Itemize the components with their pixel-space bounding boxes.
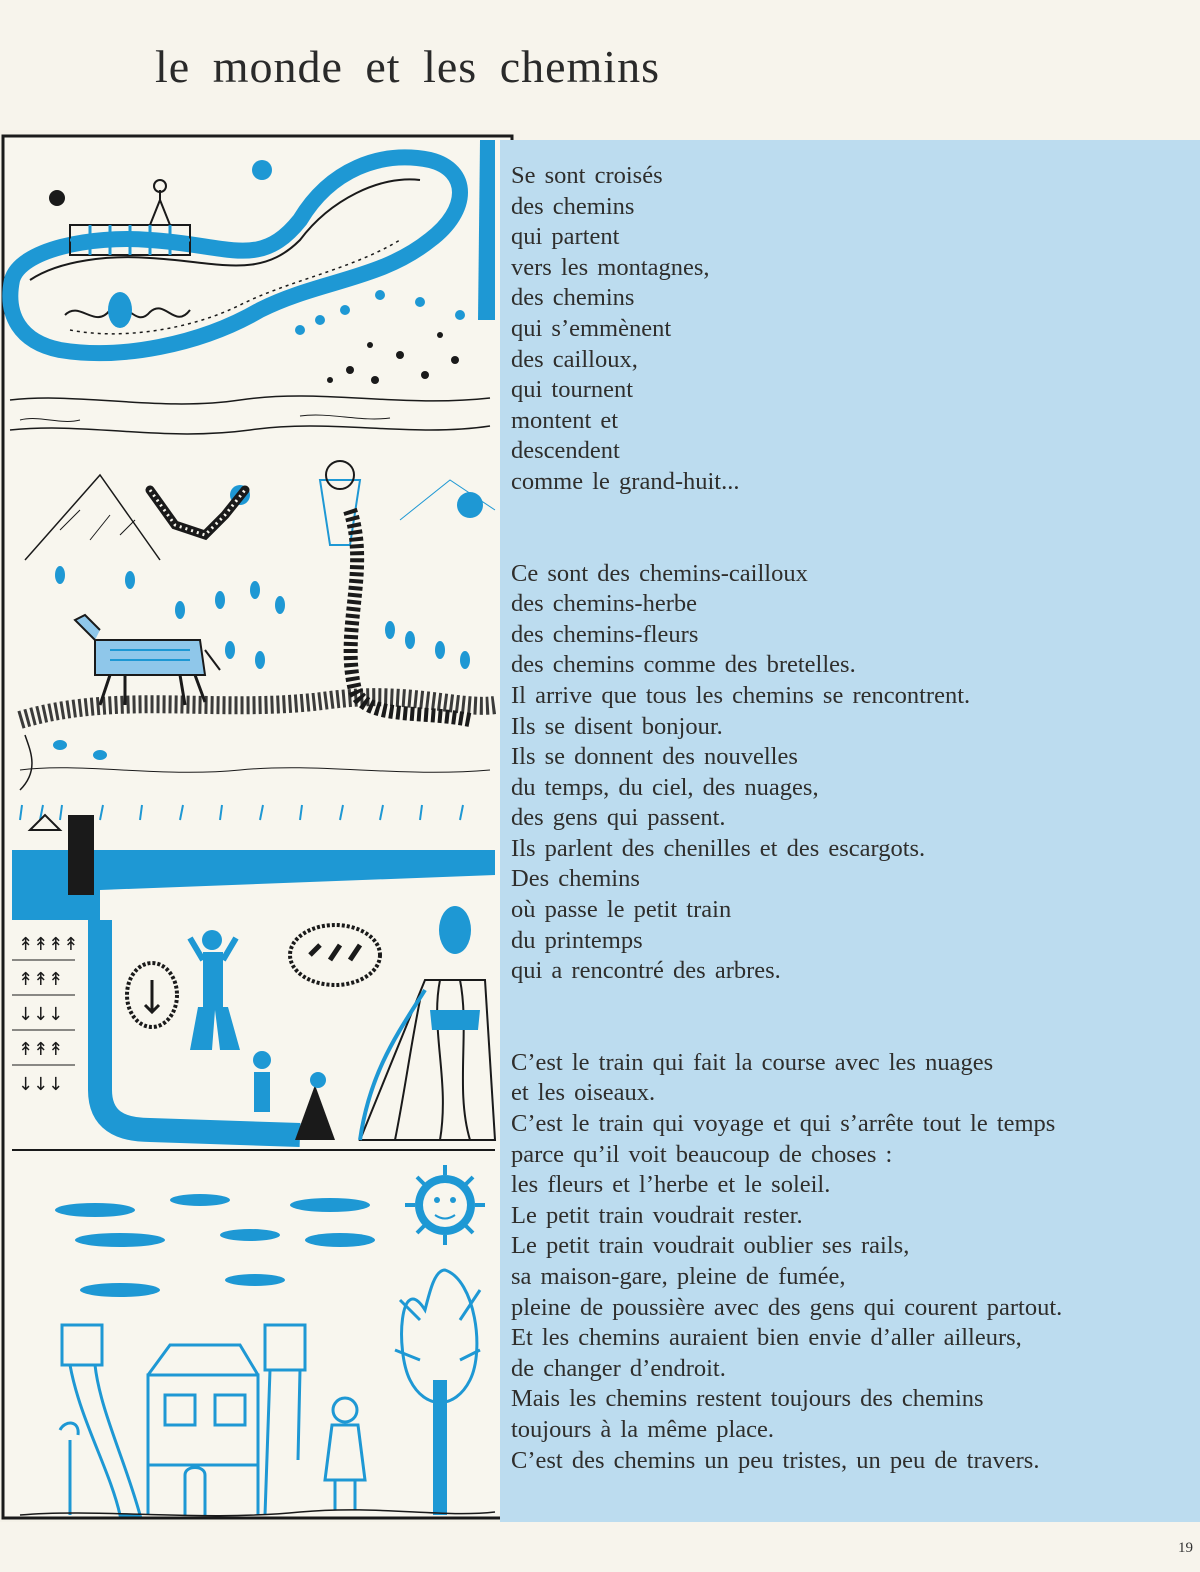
poem-text bbox=[511, 161, 1191, 1476]
poem-line: Des chemins bbox=[511, 865, 640, 893]
poem-line: C’est des chemins un peu tristes, un peu de travers. bbox=[511, 1446, 1040, 1474]
poem-line: des chemins-herbe bbox=[511, 590, 697, 618]
poem-line: du temps, du ciel, des nuages, bbox=[511, 773, 819, 801]
poem-line: Et les chemins auraient bien envie d’aller ailleurs, bbox=[511, 1324, 1022, 1352]
poem-line: C’est le train qui voyage et qui s’arrête tout le temps bbox=[511, 1110, 1056, 1138]
poem-line: montent et bbox=[511, 406, 619, 434]
poem-line: Ils se donnent des nouvelles bbox=[511, 743, 798, 771]
svg-text:↟↟↟: ↟↟↟ bbox=[18, 969, 64, 990]
poem-line: des chemins comme des bretelles. bbox=[511, 651, 856, 679]
poem-line: Il arrive que tous les chemins se rencontrent. bbox=[511, 681, 971, 709]
poem-line: du printemps bbox=[511, 926, 643, 954]
page-title: le monde et les chemins bbox=[155, 41, 660, 92]
svg-text:↟↟↟: ↟↟↟ bbox=[18, 1039, 64, 1060]
svg-text:↓↓↓: ↓↓↓ bbox=[18, 1004, 64, 1025]
poem-line: Ils se disent bonjour. bbox=[511, 712, 723, 740]
childrens-drawing-illustration bbox=[0, 130, 520, 1522]
poem-line: des chemins bbox=[511, 284, 635, 312]
poem-line: Le petit train voudrait oublier ses rails, bbox=[511, 1232, 910, 1260]
poem-line: C’est le train qui fait la course avec les nuages bbox=[511, 1048, 994, 1076]
poem-line: qui partent bbox=[511, 223, 620, 251]
poem-line: où passe le petit train bbox=[511, 896, 732, 924]
poem-line: des cailloux, bbox=[511, 345, 638, 373]
poem-line: Le petit train voudrait rester. bbox=[511, 1201, 803, 1229]
poem-line: Ils parlent des chenilles et des escargots. bbox=[511, 834, 926, 862]
poem-stanza bbox=[511, 1048, 1191, 1476]
poem-line: descendent bbox=[511, 437, 620, 465]
poem-stanza bbox=[511, 559, 1191, 987]
poem-line: toujours à la même place. bbox=[511, 1415, 775, 1443]
svg-text:↓↓↓: ↓↓↓ bbox=[18, 1074, 64, 1095]
poem-line: qui a rencontré des arbres. bbox=[511, 957, 781, 985]
poem-line: pleine de poussière avec des gens qui courent partout. bbox=[511, 1293, 1063, 1321]
poem-line: vers les montagnes, bbox=[511, 253, 710, 281]
poem-line: des chemins-fleurs bbox=[511, 620, 699, 648]
poem-line: qui s’emmènent bbox=[511, 314, 672, 342]
poem-line: comme le grand-huit... bbox=[511, 467, 740, 495]
poem-line: et les oiseaux. bbox=[511, 1079, 656, 1107]
poem-line: Se sont croisés bbox=[511, 162, 663, 189]
svg-text:↟↟↟↟: ↟↟↟↟ bbox=[18, 934, 79, 955]
poem-line: des chemins bbox=[511, 192, 635, 220]
page-number: 19 bbox=[1178, 1540, 1193, 1556]
poem-line: de changer d’endroit. bbox=[511, 1354, 726, 1382]
poem-line: sa maison-gare, pleine de fumée, bbox=[511, 1263, 846, 1290]
poem-stanza bbox=[511, 161, 1191, 498]
sun bbox=[405, 1165, 485, 1245]
poem-line: des gens qui passent. bbox=[511, 804, 726, 832]
poem-line: Mais les chemins restent toujours des chemins bbox=[511, 1385, 984, 1413]
poem-line: Ce sont des chemins-cailloux bbox=[511, 559, 808, 587]
poem-line: qui tournent bbox=[511, 376, 634, 404]
poem-line: parce qu’il voit beaucoup de choses : bbox=[511, 1140, 893, 1168]
poem-line: les fleurs et l’herbe et le soleil. bbox=[511, 1171, 831, 1199]
